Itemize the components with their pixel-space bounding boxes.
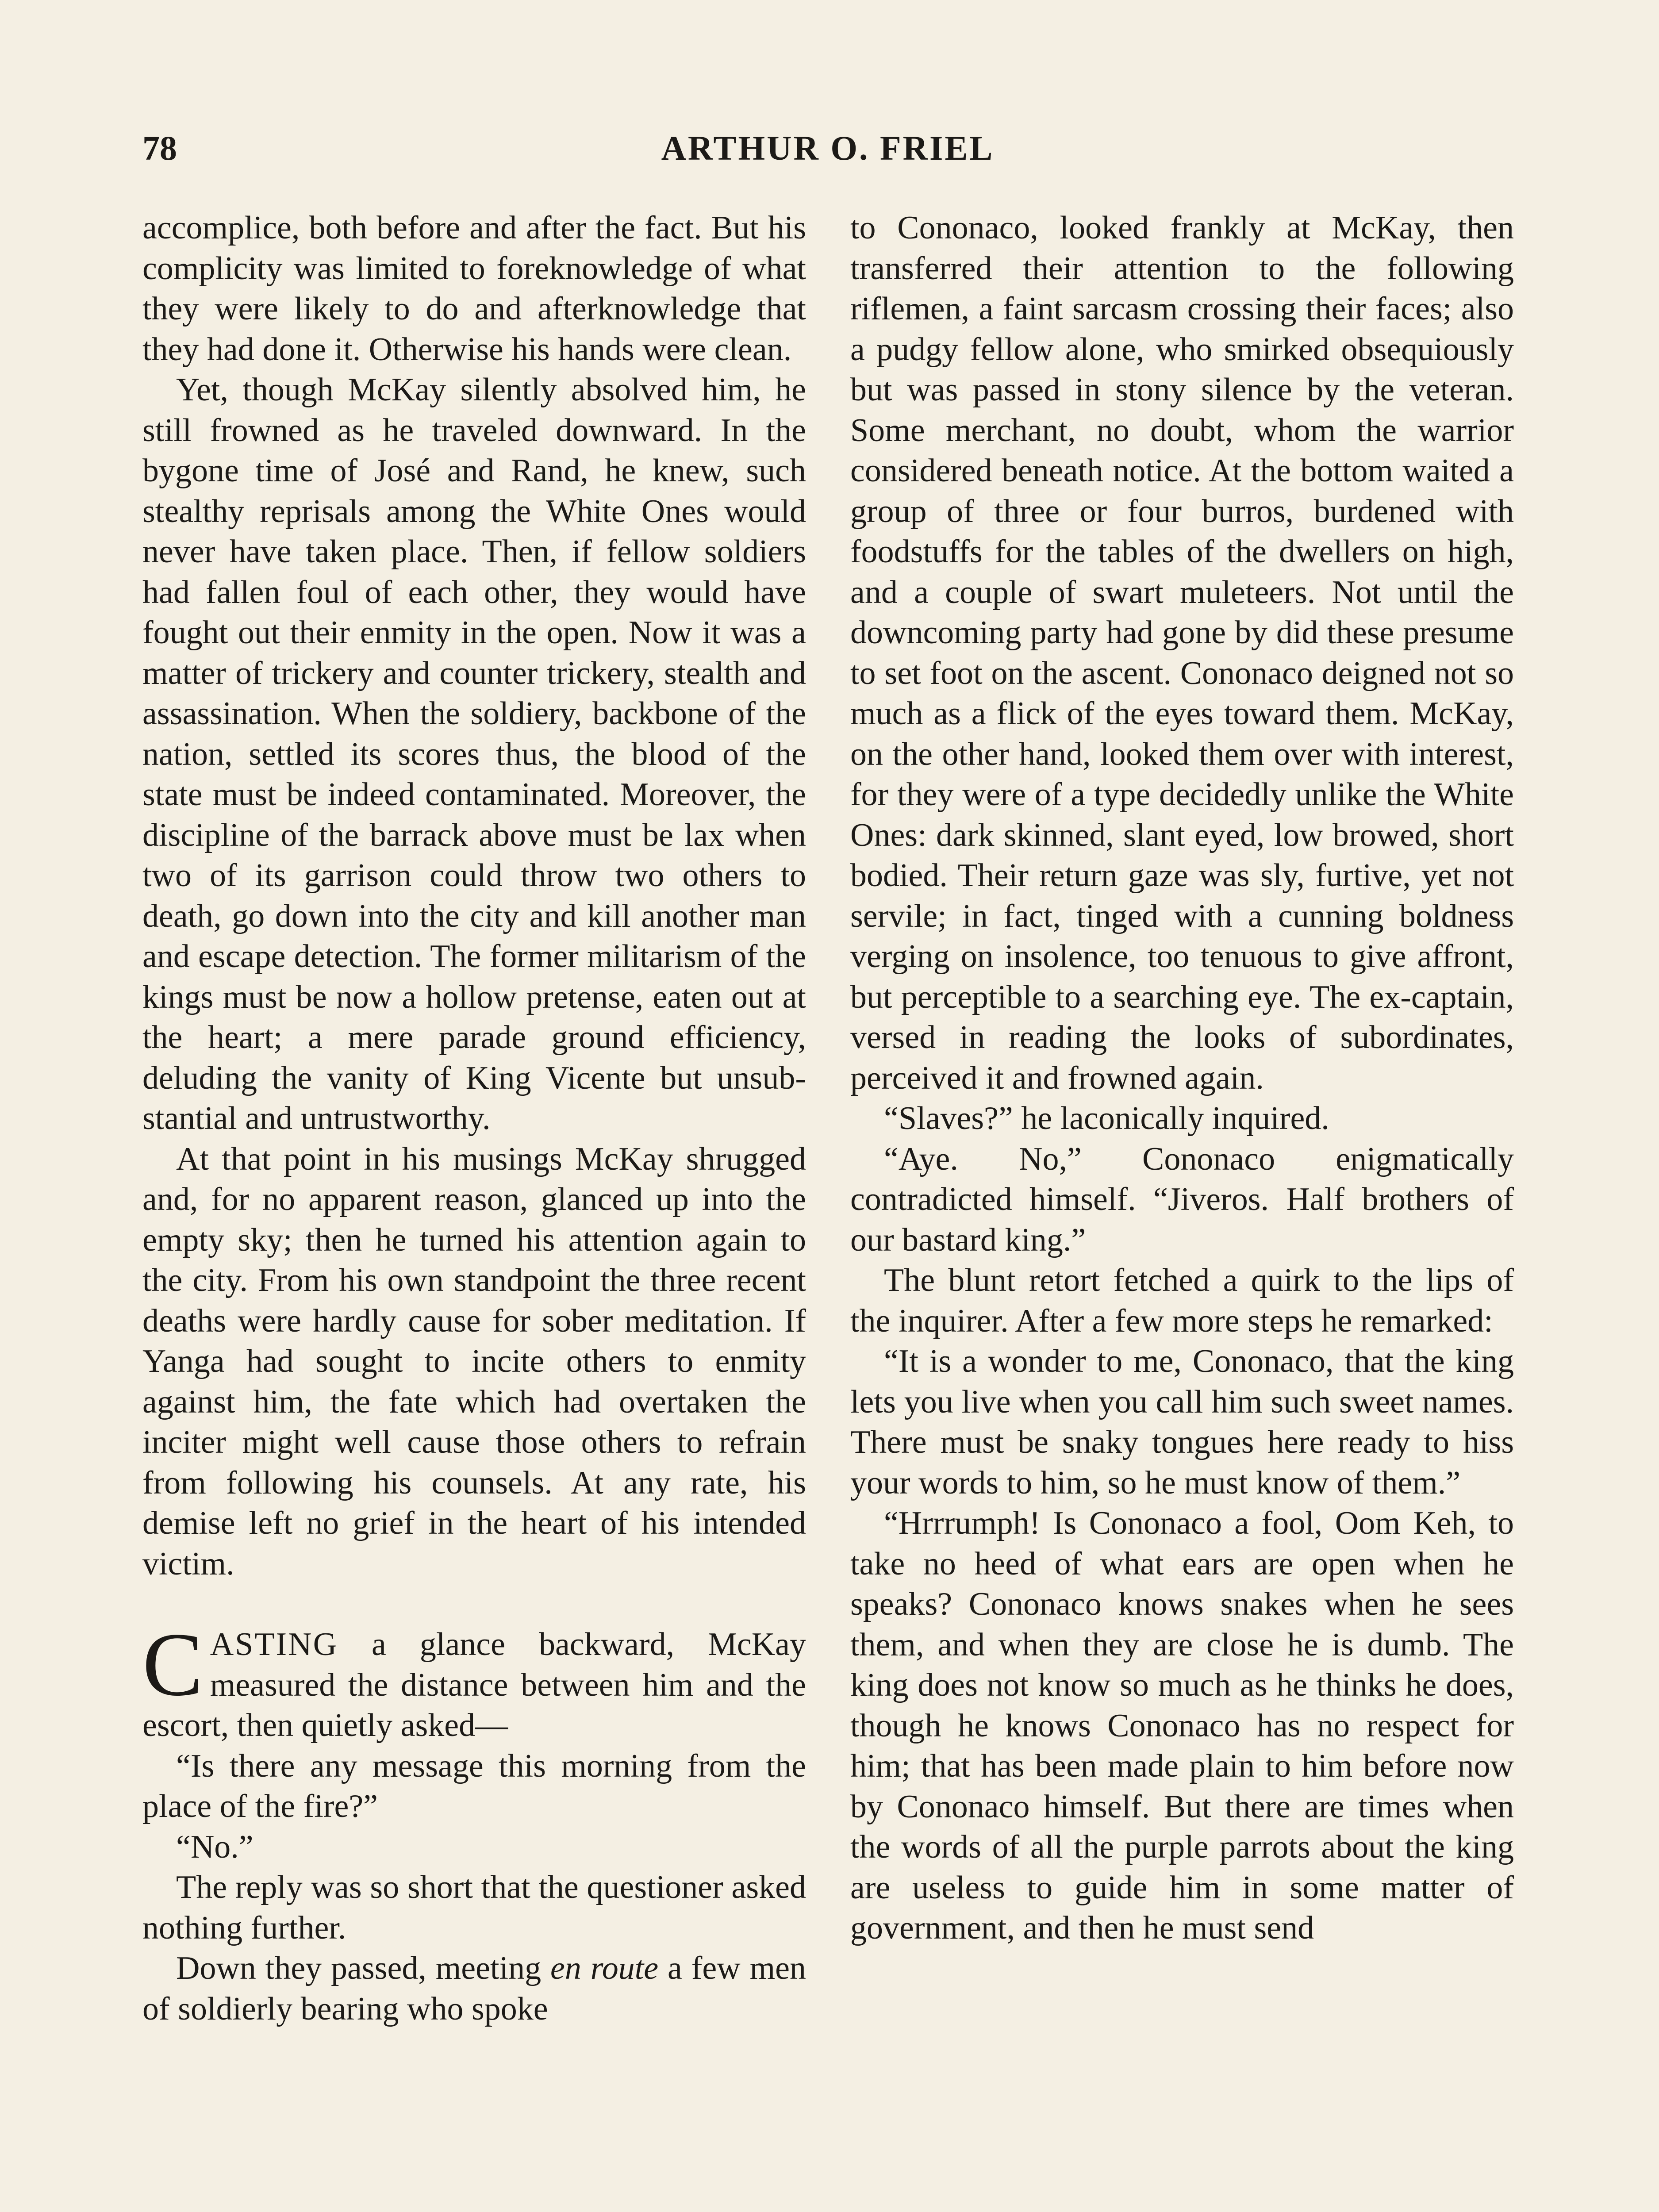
paragraph: “Slaves?” he laconically inquired. (884, 1100, 1329, 1137)
right-column (850, 208, 1514, 2212)
down-para-italic: en route (550, 1950, 659, 1986)
page-header (142, 128, 1513, 177)
paragraph: Yet, though McKay silently absolved him, he still frowned as he traveled downward. In the bygone time of José and Rand, he knew, such stealthy reprisals among the White Ones would never have taken place. Then, if fellow soldiers had fallen foul of each other, they would have fought out their enmity in the open. Now it was a matter of trickery and counter trickery, stealth and assassination. When the soldiery, backbone of the nation, settled its scores thus, the blood of the state must be indeed contaminated. Moreover, the discipline of the barrack above must be lax when two of its garrison could throw two others to death, go down into the city and kill another man and escape detection. The former militarism of the kings must be now a hollow pretense, eaten out at the heart; a mere parade ground efficiency, deluding the vanity of King Vicente but unsubstantial and untrustworthy. (142, 372, 806, 1137)
running-head: ARTHUR O. FRIEL (661, 129, 995, 167)
paragraph: “Is there any message this morning from the place of the fire?” (142, 1747, 806, 1824)
dropcap-letter: C (142, 1614, 203, 1715)
paragraph: “Aye. No,” Cononaco enigmatically contradicted himself. “Jiveros. Half brothers of our bastard king.” (850, 1141, 1514, 1258)
dropcap-rest: a glance backward, McKay measured the distance between him and the escort, then quietly asked— (142, 1626, 806, 1743)
text-columns (142, 208, 1514, 2212)
paragraph: to Cononaco, looked frankly at McKay, then transferred their attention to the following riflemen, a faint sarcasm crossing their faces; also a pudgy fellow alone, who smirked obsequiously but was passed in stony silence by the veteran. Some merchant, no doubt, whom the warrior considered beneath notice. At the bottom waited a group of three or four burros, burdened with foodstuffs for the tables of the dwellers on high, and a couple of swart muleteers. Not until the downcoming party had gone by did these presume to set foot on the ascent. Cononaco deigned not so much as a flick of the eyes toward them. McKay, on the other hand, looked them over with interest, for they were of a type decidedly unlike the White Ones: dark skinned, slant eyed, low browed, short bodied. Their return gaze was sly, furtive, yet not servile; in fact, tinged with a cunning boldness verging on insolence, too tenuous to give affront, but perceptible to a searching eye. The ex-captain, versed in reading the looks of subordinates, perceived it and frowned again. (850, 210, 1514, 1096)
paragraph: The reply was so short that the questioner asked nothing further. (142, 1869, 806, 1946)
paragraph (142, 1948, 806, 2029)
down-para-before: Down they passed, meeting (176, 1950, 550, 1986)
dropcap-paragraph (142, 1614, 806, 1746)
paragraph: “It is a wonder to me, Cononaco, that the king lets you live when you call him such sweet names. There must be snaky tongues here ready to hiss your words to him, so he must know of them.” (850, 1343, 1514, 1501)
left-column (142, 208, 806, 2212)
dropcap-smallcaps: ASTING (210, 1626, 338, 1663)
paragraph: At that point in his musings McKay shrugged and, for no apparent reason, glanced up into the empty sky; then he turned his attention again to the city. From his own standpoint the three recent deaths were hardly cause for sober meditation. If Yanga had sought to incite others to enmity against him, the fate which had overtaken the inciter might well cause those others to refrain from following his counsels. At any rate, his demise left no grief in the heart of his intended victim. (142, 1141, 806, 1582)
paragraph: “No.” (176, 1828, 253, 1865)
paragraph: “Hrrrumph! Is Cononaco a fool, Oom Keh, to take no heed of what ears are open when he speaks? Cononaco knows snakes when he sees them, and when they are close he is dumb. The king does not know so much as he thinks he does, though he knows Cononaco has no respect for him; that has been made plain to him before now by Cononaco himself. But there are times when the words of all the purple parrots about the king are useless to guide him in some matter of government, and then he must send (850, 1505, 1514, 1946)
paragraph: The blunt retort fetched a quirk to the lips of the inquirer. After a few more steps he remarked: (850, 1262, 1514, 1339)
paragraph: accomplice, both before and after the fact. But his complicity was limited to foreknowledge of what they were likely to do and afterknowledge that they had done it. Otherwise his hands were clean. (142, 210, 806, 368)
page-number: 78 (142, 129, 177, 167)
down-para-after: a few men of soldierly bearing who spoke (142, 1950, 806, 2027)
